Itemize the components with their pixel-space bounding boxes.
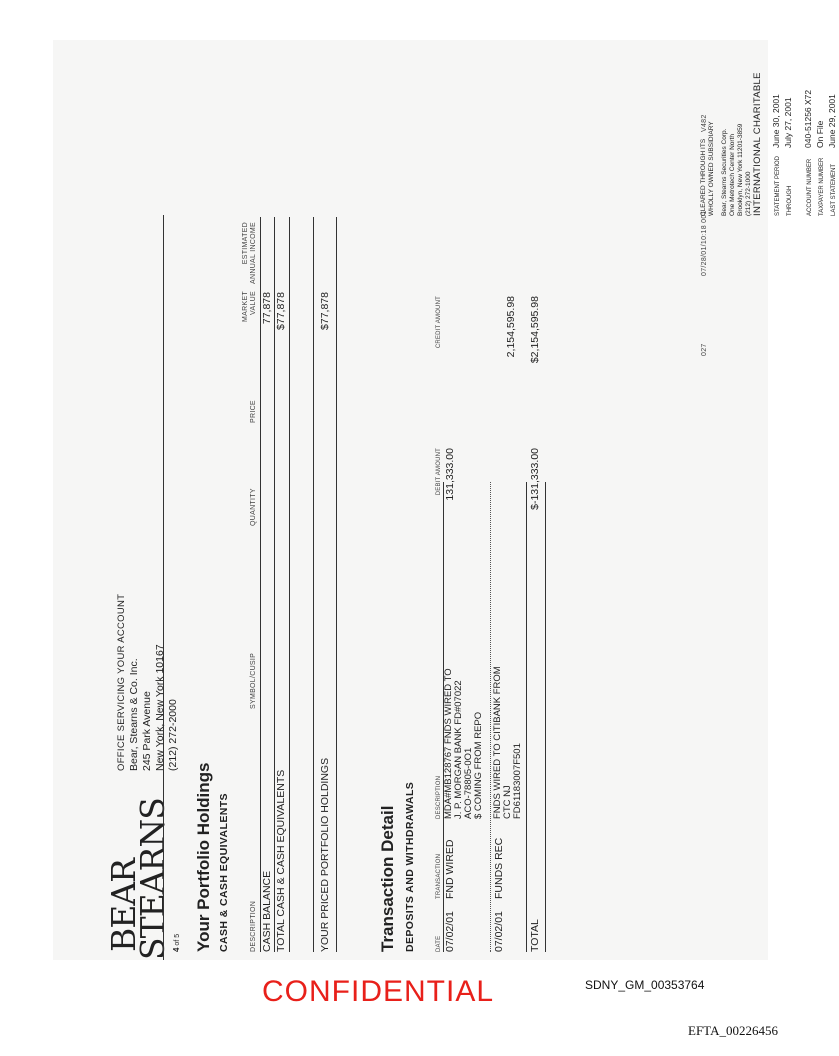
bear-stearns-logo <box>104 798 172 960</box>
txn-total-bottom-rule <box>545 482 546 952</box>
holdings-title: Your Portfolio Holdings <box>194 762 213 952</box>
footer-code: V482 <box>701 114 708 132</box>
holdings-total-rule <box>289 217 290 952</box>
info-value: On File <box>815 120 825 148</box>
col-description: DESCRIPTION <box>250 900 257 952</box>
efta-number: EFTA_00226456 <box>688 1023 778 1038</box>
col-market-value-1: MARKET <box>242 291 249 322</box>
office-line: (212) 272-2000 <box>167 699 179 771</box>
txn-desc-line: ACO-78805-0O1 <box>463 747 474 819</box>
office-title: OFFICE SERVICING YOUR ACCOUNT <box>116 593 127 771</box>
txn-total-label: TOTAL <box>529 919 541 952</box>
txn-type: FND WIRED <box>444 839 456 899</box>
txn-debit: 131,333.00 <box>444 448 456 501</box>
col-income-2: ANNUAL INCOME <box>250 222 257 284</box>
holdings-total-market-value: $77,878 <box>275 292 287 330</box>
clearing-address-line: Brooklyn, New York 11201-3859 <box>737 123 744 216</box>
txn-description <box>444 668 484 819</box>
txn-desc-line: FNDS WIRED TO CITIBANK FROM <box>492 666 503 819</box>
office-line: Bear, Stearns & Co. Inc. <box>128 658 140 771</box>
col-transaction: TRANSACTION <box>436 853 442 899</box>
office-line: 245 Park Avenue <box>141 691 153 771</box>
header-rule <box>163 215 164 960</box>
info-value: June 30, 2001 <box>771 94 781 148</box>
statement-info <box>771 90 839 216</box>
txn-total-top-rule <box>526 482 527 952</box>
clearing-address-line: (212) 272-1000 <box>745 171 752 216</box>
footer-code: 027 <box>701 343 708 356</box>
txn-desc-line: FD61183007F501 <box>512 743 523 819</box>
priced-top-rule <box>313 217 314 952</box>
col-credit: CREDIT AMOUNT <box>436 296 442 349</box>
txn-total-credit: $2,154,595.98 <box>529 296 541 364</box>
info-label: LAST STATEMENT <box>831 163 837 216</box>
holdings-total-description: TOTAL CASH & CASH EQUIVALENTS <box>275 769 287 952</box>
txn-desc-line: CTC NJ <box>502 785 513 819</box>
clearing-address-line: One Metrotech Center North <box>729 133 736 216</box>
footer-code: 07/28/01/10:18 001 <box>701 210 708 276</box>
col-income-1: ESTIMATED <box>242 222 249 265</box>
office-block <box>115 594 180 771</box>
txn-date: 07/02/01 <box>444 911 456 952</box>
col-debit: DEBIT AMOUNT <box>436 448 442 496</box>
col-annual-income <box>242 222 258 284</box>
logo-line-1: BEAR <box>104 858 143 952</box>
info-label: TAXPAYER NUMBER <box>819 157 825 216</box>
confidential-stamp: CONFIDENTIAL <box>262 975 495 1008</box>
account-name: INTERNATIONAL CHARITABLE <box>752 72 763 216</box>
info-label: ACCOUNT NUMBER <box>807 158 813 216</box>
col-txn-description: DESCRIPTION <box>436 775 442 819</box>
col-date: DATE <box>436 935 442 952</box>
col-market-value <box>242 291 258 346</box>
txn-desc-line: $ COMING FROM REPO <box>473 711 484 819</box>
holdings-subtitle: CASH & CASH EQUIVALENTS <box>218 793 230 952</box>
col-market-value-2: VALUE <box>250 291 257 315</box>
info-value: 040-51256 X72 <box>803 89 813 148</box>
page-of: of 5 <box>174 933 181 946</box>
holdings-row-market-value: 77,878 <box>261 292 273 325</box>
clearing-address-line: Bear, Stearns Securities Corp. <box>721 128 728 216</box>
clearing-line: WHOLLY OWNED SUBSIDIARY <box>708 121 715 216</box>
logo-line-2: STEARNS <box>133 798 172 960</box>
clearing-block <box>700 121 753 216</box>
page-number <box>172 934 181 952</box>
office-line: New York, New York 10167 <box>154 644 166 771</box>
info-value: July 27, 2001 <box>783 97 793 148</box>
page-num: 4 <box>172 947 181 952</box>
info-label: STATEMENT PERIOD <box>775 155 781 216</box>
priced-bottom-rule <box>336 217 337 952</box>
col-price: PRICE <box>250 400 257 423</box>
col-symbol: SYMBOL/CUSIP <box>250 652 257 709</box>
txn-row-separator <box>490 482 491 952</box>
txn-type: FUNDS REC <box>493 837 505 899</box>
holdings-row-description: CASH BALANCE <box>261 870 273 952</box>
priced-holdings-value: $77,878 <box>319 292 331 330</box>
info-label: THROUGH <box>787 185 793 216</box>
priced-holdings-label: YOUR PRICED PORTFOLIO HOLDINGS <box>319 757 331 952</box>
clearing-line: CLEARED THROUGH ITS <box>700 138 707 216</box>
txn-total-debit: $-131,333.00 <box>529 448 541 510</box>
txn-date: 07/02/01 <box>493 911 505 952</box>
transactions-subtitle: DEPOSITS AND WITHDRAWALS <box>404 781 416 952</box>
bates-number: SDNY_GM_00353764 <box>585 978 705 992</box>
transactions-title: Transaction Detail <box>378 805 397 952</box>
txn-desc-line: J. P. MORGAN BANK FD#07022 <box>453 680 464 819</box>
txn-credit: 2,154,595.98 <box>505 296 517 358</box>
txn-description <box>493 666 523 819</box>
info-value: June 29, 2001 <box>827 94 837 148</box>
col-quantity: QUANTITY <box>250 488 257 526</box>
txn-desc-line: MDA#MB128767 FNDS WIRED TO <box>443 668 454 819</box>
